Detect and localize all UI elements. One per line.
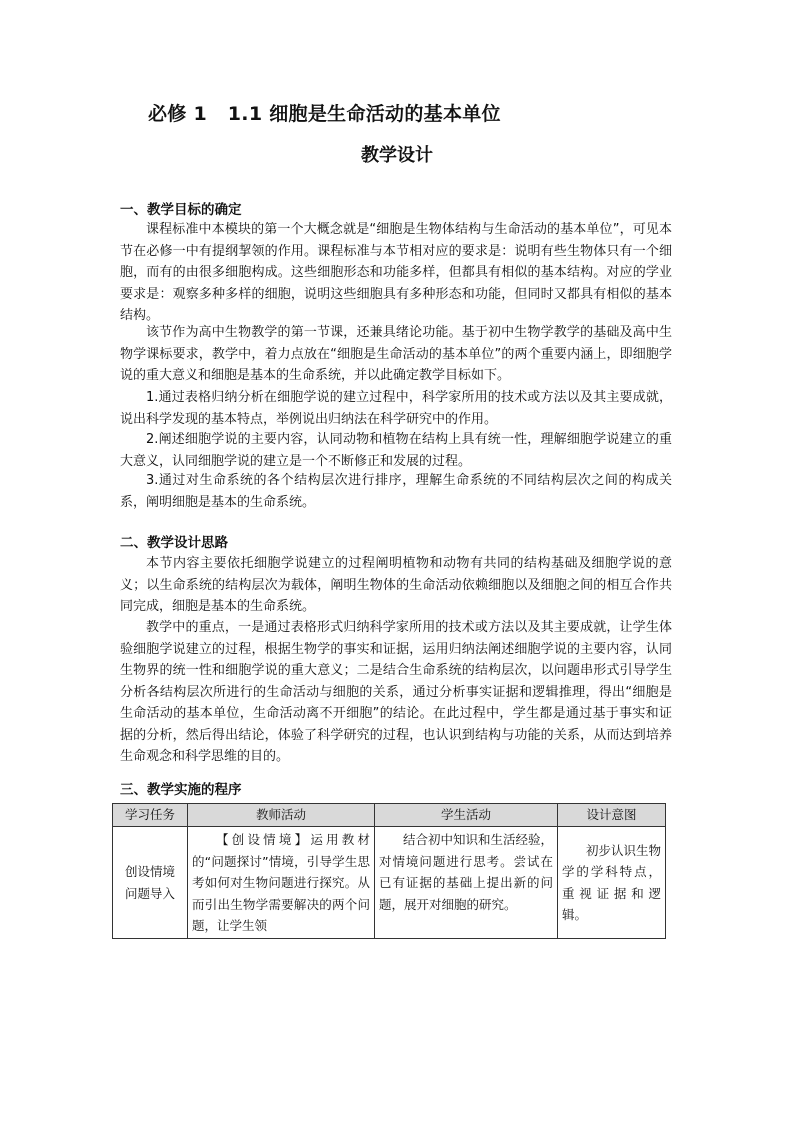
table-header-row xyxy=(113,804,666,827)
document-title: 必修 1 1.1 细胞是生命活动的基本单位 xyxy=(148,103,501,125)
table-row xyxy=(113,827,666,939)
cell-text: 结合初中知识和生活经验，对情境问题进行思考。尝试在已有证据的基础上提出新的问题，展开对细胞的研究。 xyxy=(379,832,554,912)
procedure-table xyxy=(112,803,666,939)
cell-text: 【创设情境】运用教材的“问题探讨”情境，引导学生思考如何对生物问题进行探究。从而引出生物学需要解决的两个问题，让学生领 xyxy=(192,832,370,933)
table-cell-teacher xyxy=(188,827,375,939)
cell-text: 初步认识生物学的学科特点，重视证据和逻辑。 xyxy=(562,842,662,923)
paragraph: 本节内容主要依托细胞学说建立的过程阐明植物和动物有共同的结构基础及细胞学说的意义；以生命系统的结构层次为载体，阐明生物体的生命活动依赖细胞以及细胞之间的相互合作共同完成，细胞是基本的生命系统。 xyxy=(120,556,672,614)
column-header: 设计意图 xyxy=(558,804,666,827)
section-heading-design: 二、教学设计思路 xyxy=(120,535,228,551)
column-header: 学习任务 xyxy=(113,804,188,827)
table-cell-intent xyxy=(558,827,666,939)
paragraph: 课程标准中本模块的第一个大概念就是“细胞是生物体结构与生命活动的基本单位”，可见本节在必修一中有提纲挈领的作用。课程标准与本节相对应的要求是：说明有些生物体只有一个细胞，而有的由很多细胞构成。这些细胞形态和功能多样，但都具有相似的基本结构。对应的学业要求是：观察多种多样的细胞，说明这些细胞具有多种形态和功能，但同时又都具有相似的基本结构。 xyxy=(120,222,672,323)
column-header: 教师活动 xyxy=(188,804,375,827)
column-header: 学生活动 xyxy=(375,804,558,827)
objective-item: 1.通过表格归纳分析在细胞学说的建立过程中，科学家所用的技术或方法以及其主要成就，说出科学发现的基本特点，举例说出归纳法在科学研究中的作用。 xyxy=(120,390,672,427)
table-cell-student xyxy=(375,827,558,939)
document-subtitle: 教学设计 xyxy=(361,145,433,166)
objective-item: 3.通过对生命系统的各个结构层次进行排序，理解生命系统的不同结构层次之间的构成关系，阐明细胞是基本的生命系统。 xyxy=(120,473,672,510)
section-heading-procedure: 三、教学实施的程序 xyxy=(120,782,242,798)
section-heading-objectives: 一、教学目标的确定 xyxy=(120,202,242,218)
objective-item: 2.阐述细胞学说的主要内容，认同动物和植物在结构上具有统一性，理解细胞学说建立的重大意义，认同细胞学说的建立是一个不断修正和发展的过程。 xyxy=(120,432,672,469)
table-cell-task: 创设情境 问题导入 xyxy=(113,827,188,939)
paragraph: 教学中的重点，一是通过表格形式归纳科学家所用的技术或方法以及其主要成就，让学生体验细胞学说建立的过程，根据生物学的事实和证据，运用归纳法阐述细胞学说的主要内容，认同生物界的统一性和细胞学说的重大意义；二是结合生命系统的结构层次，以问题串形式引导学生分析各结构层次所进行的生命活动与细胞的关系，通过分析事实证据和逻辑推理，得出“细胞是生命活动的基本单位，生命活动离不开细胞”的结论。在此过程中，学生都是通过基于事实和证据的分析，然后得出结论，体验了科学研究的过程，也认识到结构与功能的关系，从而达到培养生命观念和科学思维的目的。 xyxy=(120,620,672,764)
paragraph: 该节作为高中生物教学的第一节课，还兼具绪论功能。基于初中生物学教学的基础及高中生物学课标要求，教学中，着力点放在“细胞是生命活动的基本单位”的两个重要内涵上，即细胞学说的重大意义和细胞是基本的生命系统，并以此确定教学目标如下。 xyxy=(120,325,672,383)
